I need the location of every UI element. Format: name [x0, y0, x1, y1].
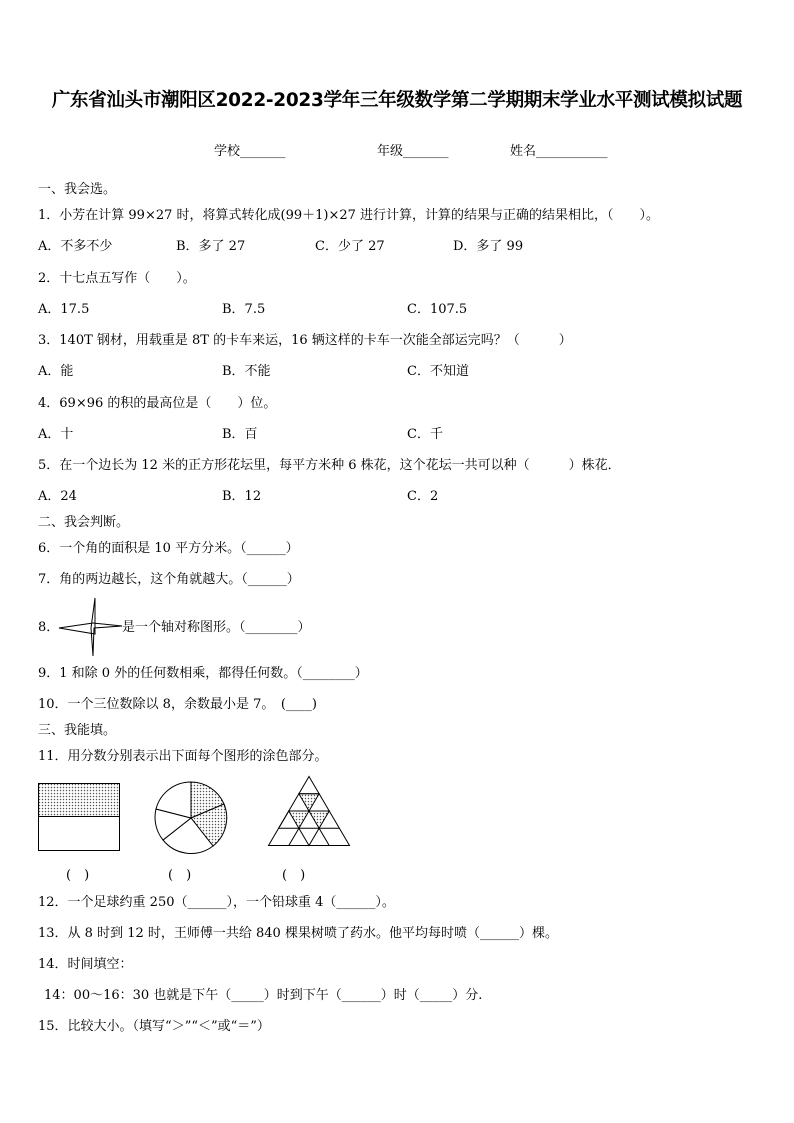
question-15: 15．比较大小。（填写“＞”“＜”或“＝”） [38, 1019, 270, 1034]
option-b: B．12 [222, 489, 262, 504]
question-3: 3．140T 钢材，用载重是 8T 的卡车来运，16 辆这样的卡车一次能全部运完吗？（ ） [38, 333, 572, 348]
question-12: 12．一个足球约重 250（______），一个铅球重 4（______）。 [38, 895, 395, 910]
option-d: D．多了 99 [453, 239, 524, 254]
option-b: B．百 [222, 427, 258, 442]
question-4: 4．69×96 的积的最高位是（ ）位。 [38, 396, 277, 411]
option-b: B．不能 [222, 364, 271, 379]
question-14-line: 14：00～16：30 也就是下午（_____）时到下午（______）时（_____）分. [44, 988, 483, 1003]
answer-blank: ( ) [66, 868, 90, 883]
option-b: B．多了 27 [176, 239, 246, 254]
question-5: 5．在一个边长为 12 米的正方形花坛里，每平方米种 6 株花，这个花坛一共可以种（ ）株花． [38, 458, 621, 473]
question-10: 10．一个三位数除以 8，余数最小是 7。 (____) [38, 697, 317, 712]
option-b: B．7.5 [222, 302, 266, 317]
grade-field: 年级_______ [377, 144, 449, 159]
question-6: 6．一个角的面积是 10 平方分米。（______） [38, 541, 299, 556]
option-a: A．24 [38, 489, 77, 504]
option-c: C．107.5 [407, 302, 468, 317]
triangle-figure [268, 776, 350, 846]
question-13: 13．从 8 时到 12 时，王师傅一共给 840 棵果树喷了药水。他平均每时喷（______）棵。 [38, 926, 558, 941]
rectangle-figure [38, 783, 120, 851]
question-8: 是一个轴对称图形。（________） [122, 620, 311, 635]
option-a: A．能 [38, 364, 74, 379]
option-a: A．17.5 [38, 302, 90, 317]
question-9: 9．1 和除 0 外的任何数相乘，都得任何数。（________） [38, 666, 368, 681]
option-a: A．不多不少 [38, 239, 113, 254]
question-14: 14．时间填空： [38, 957, 133, 972]
name-field: 姓名___________ [510, 144, 608, 159]
option-a: A．十 [38, 427, 74, 442]
question-8-number: 8． [38, 620, 60, 635]
answer-blank: ( ) [168, 868, 192, 883]
question-1: 1．小芳在计算 99×27 时，将算式转化成(99＋1)×27 进行计算，计算的结果与正确的结果相比，（ ）。 [38, 208, 660, 223]
option-c: C．不知道 [407, 364, 469, 379]
option-c: C．少了 27 [315, 239, 385, 254]
section-heading: 三、我能填。 [38, 723, 117, 738]
option-c: C．千 [407, 427, 443, 442]
pinwheel-figure [58, 596, 124, 658]
question-11: 11．用分数分别表示出下面每个图形的涂色部分。 [38, 749, 328, 764]
page-title: 广东省汕头市潮阳区2022-2023学年三年级数学第二学期期末学业水平测试模拟试题 [51, 90, 743, 111]
school-field: 学校_______ [214, 144, 286, 159]
question-7: 7．角的两边越长，这个角就越大。（______） [38, 572, 300, 587]
question-2: 2．十七点五写作（ ）。 [38, 271, 196, 286]
circle-figure [154, 781, 228, 855]
section-heading: 二、我会判断。 [38, 515, 130, 530]
option-c: C．2 [407, 489, 439, 504]
answer-blank: ( ) [282, 868, 306, 883]
section-heading: 一、我会选。 [38, 182, 117, 197]
